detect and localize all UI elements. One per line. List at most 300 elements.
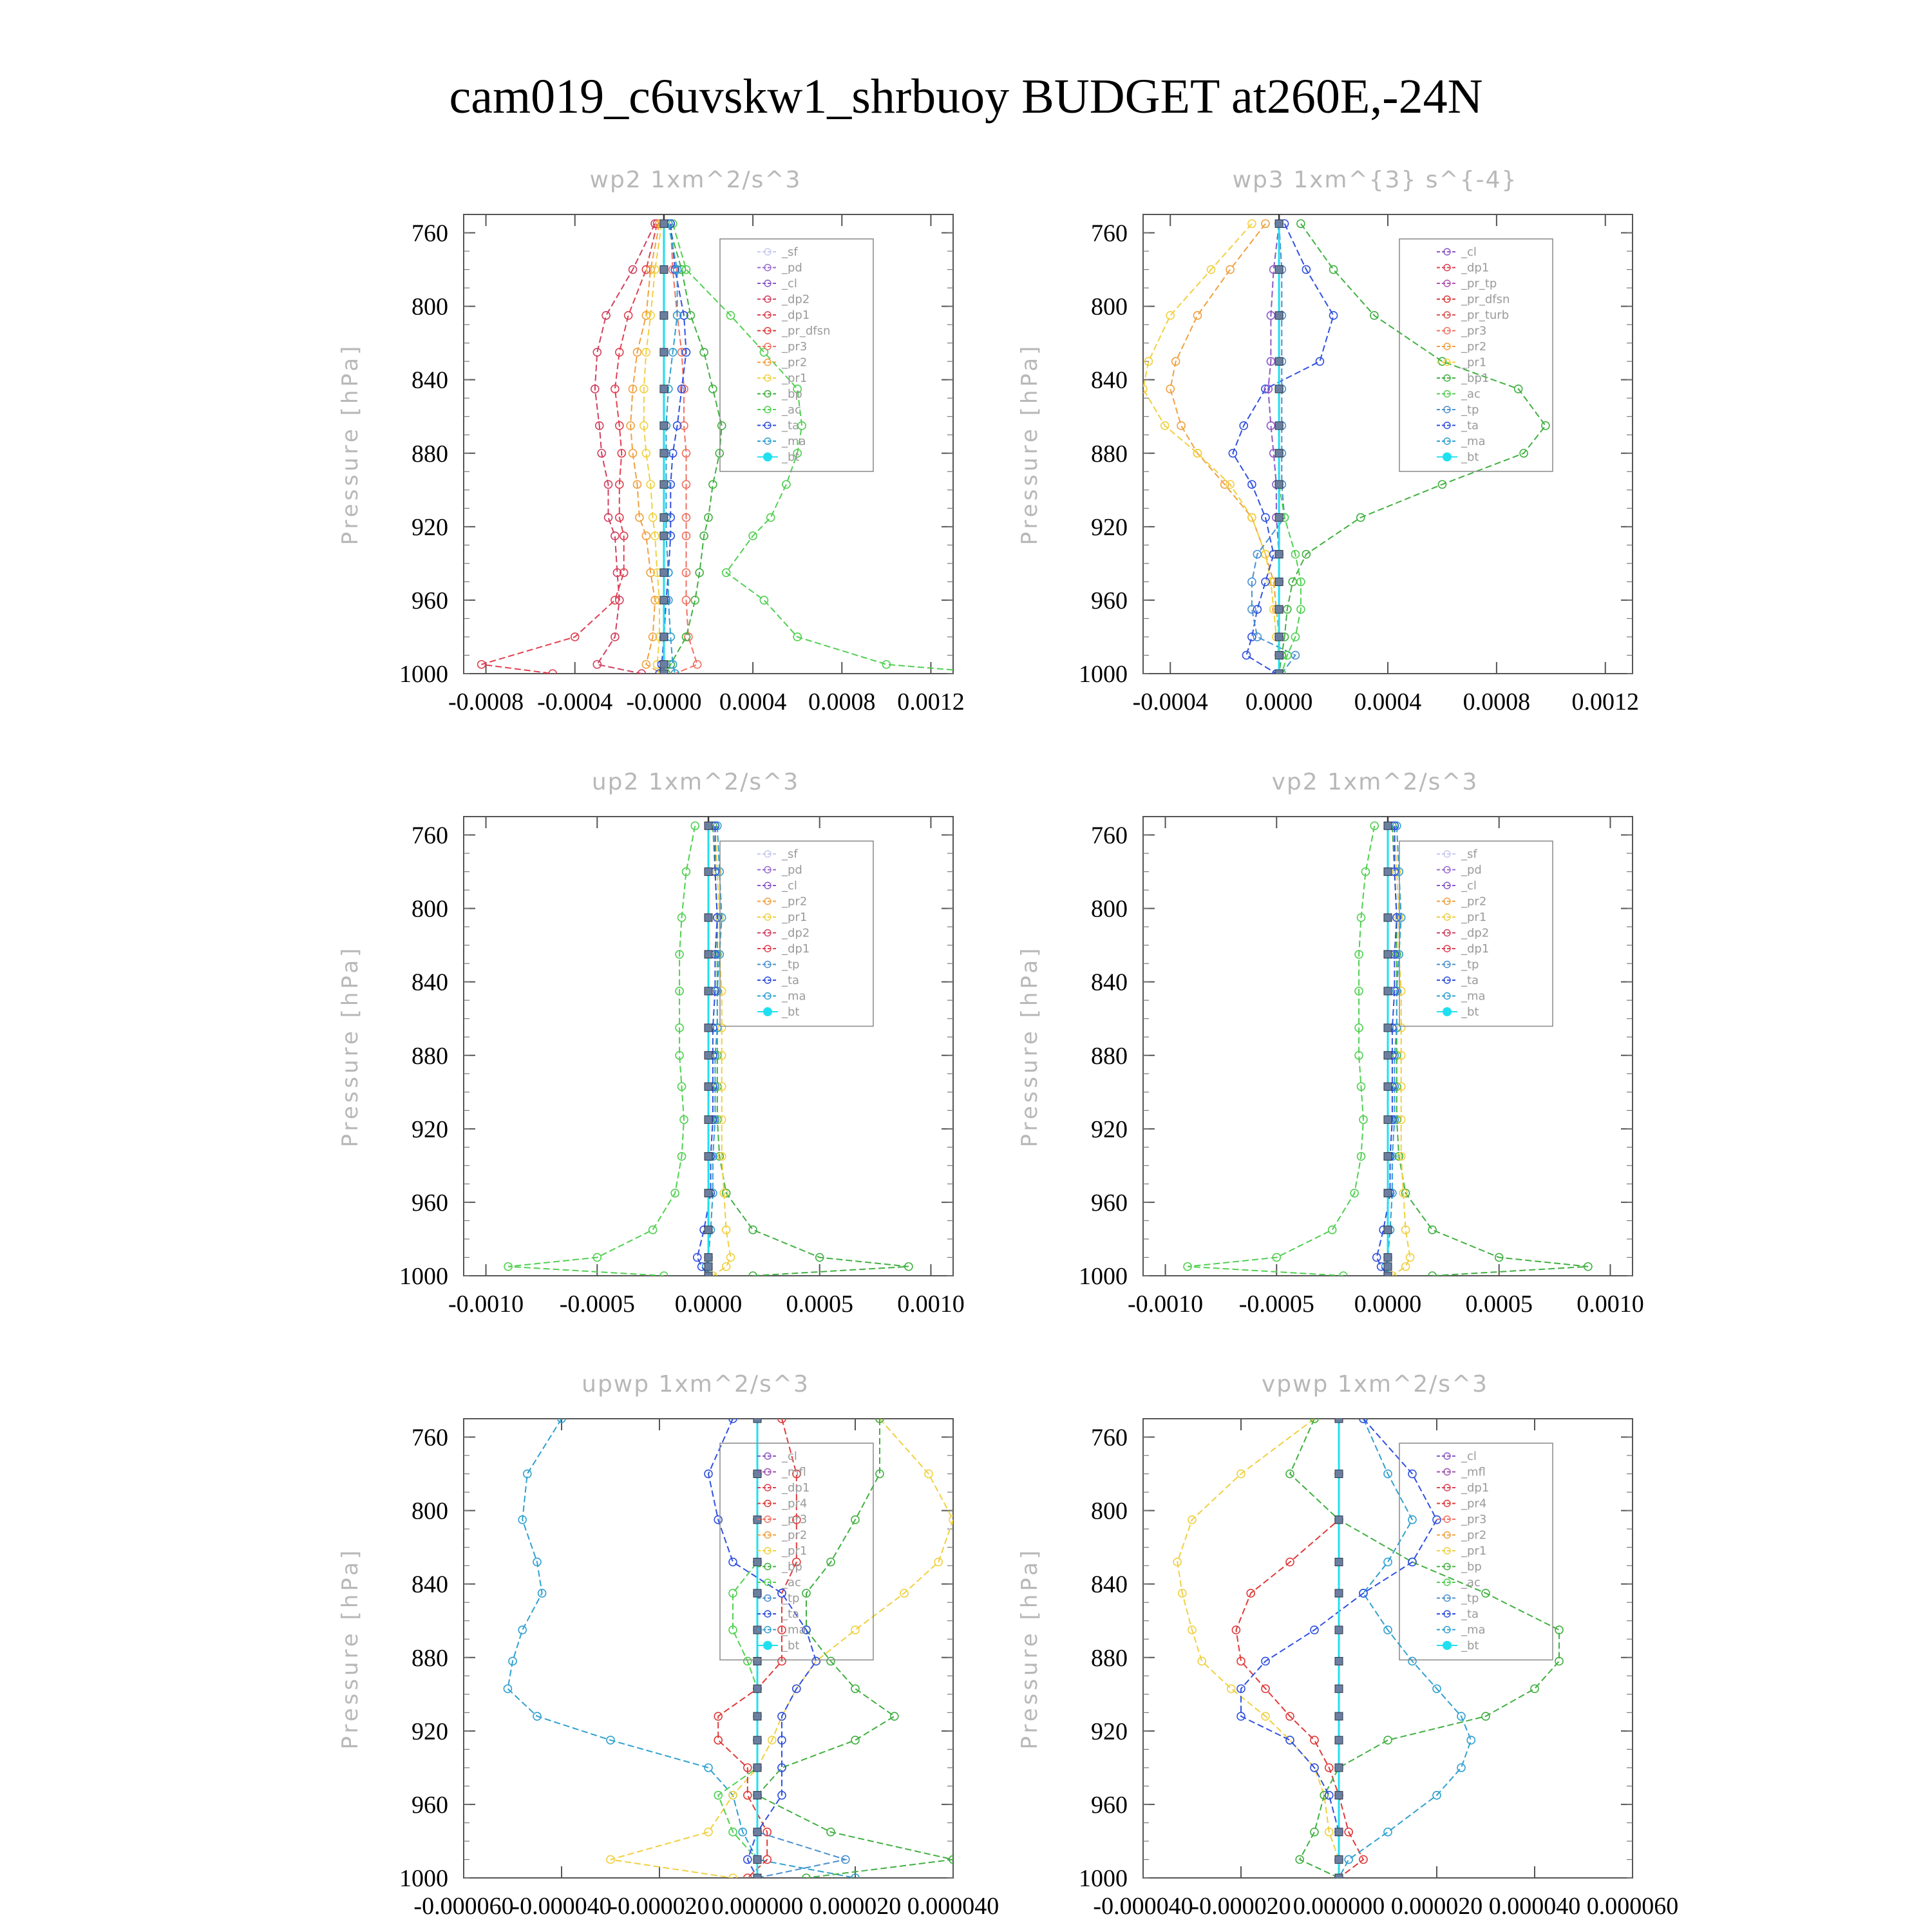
data-point <box>1275 551 1283 558</box>
legend-label: _cl <box>1461 1450 1477 1463</box>
legend-label: _bt <box>782 1639 800 1653</box>
legend-label: _pr4 <box>1461 1497 1487 1511</box>
legend-label: _bt <box>782 1005 800 1019</box>
legend-label: _pr2 <box>782 1528 808 1542</box>
series-line <box>718 1419 757 1878</box>
y-tick-label: 880 <box>412 440 448 468</box>
data-point <box>729 1558 737 1566</box>
data-point <box>705 1024 712 1032</box>
data-point <box>1193 312 1201 319</box>
data-point <box>611 596 619 604</box>
series-line <box>644 223 662 674</box>
panel-title: up2 1xm^2/s^3 <box>591 769 800 795</box>
y-tick-label: 840 <box>1091 969 1128 996</box>
legend-label: _dp1 <box>1461 1481 1490 1495</box>
series-group <box>504 1415 957 1882</box>
y-tick-label: 1000 <box>399 1865 448 1892</box>
legend-label: _ma <box>782 1623 806 1637</box>
data-point <box>1384 1116 1392 1124</box>
data-point <box>1335 1764 1343 1772</box>
legend-label: _ac <box>782 403 801 417</box>
data-point <box>1384 914 1392 922</box>
y-tick-label: 880 <box>412 1042 448 1070</box>
data-point <box>705 1153 712 1160</box>
series-line <box>673 223 998 674</box>
legend-label: _ta <box>782 1607 800 1621</box>
legend-label: _tp <box>1461 958 1479 972</box>
legend-label: _sf <box>1461 848 1477 861</box>
legend-label: _dp1 <box>1461 942 1490 956</box>
y-tick-label: 920 <box>412 513 448 541</box>
legend-label: _cl <box>1461 245 1477 259</box>
data-point <box>1275 357 1283 365</box>
data-point <box>705 1263 712 1271</box>
data-point <box>1335 1712 1343 1720</box>
y-tick-label: 920 <box>1091 1718 1128 1745</box>
x-tick-label: -0.000020 <box>1191 1893 1291 1920</box>
data-point <box>1335 1516 1343 1524</box>
x-tick-label: -0.0010 <box>1127 1291 1204 1318</box>
legend-label: _ma <box>1461 989 1486 1003</box>
x-tick-label: 0.0004 <box>719 688 787 715</box>
y-tick-label: 760 <box>412 822 448 849</box>
legend-label: _pr2 <box>782 895 808 909</box>
legend-marker <box>763 1007 772 1016</box>
legend-label: _dp1 <box>1461 261 1490 275</box>
data-point <box>1428 1226 1436 1234</box>
y-tick-label: 960 <box>1091 587 1128 614</box>
data-point <box>524 1470 531 1478</box>
x-tick-label: -0.0004 <box>537 688 613 715</box>
data-point <box>694 661 701 668</box>
legend-label: _bp1 <box>1461 372 1490 385</box>
data-point <box>660 422 668 430</box>
data-point <box>1330 312 1338 319</box>
x-tick-label: 0.0000 <box>1245 688 1313 715</box>
data-point <box>1384 1253 1392 1261</box>
legend-marker <box>1443 453 1452 462</box>
y-tick-label: 880 <box>412 1644 448 1672</box>
legend-label: _cl <box>782 1450 797 1463</box>
data-point <box>1457 1764 1465 1772</box>
data-point <box>1384 1189 1392 1197</box>
panel-5 <box>1017 1371 1678 1920</box>
legend-label: _pr2 <box>782 355 808 370</box>
y-axis-label: Pressure [hPa] <box>337 945 363 1148</box>
data-point <box>1275 385 1283 393</box>
legend-label: _dp2 <box>782 926 810 940</box>
data-point <box>851 1626 859 1634</box>
legend-label: _cl <box>782 277 797 290</box>
y-tick-label: 920 <box>1091 513 1128 541</box>
data-point <box>753 1470 761 1478</box>
data-point <box>1384 1083 1392 1090</box>
data-point <box>1384 1272 1392 1280</box>
series-line <box>1236 1419 1363 1878</box>
y-tick-label: 960 <box>412 1791 448 1819</box>
legend-label: _pr1 <box>1461 1544 1487 1558</box>
legend-label: _mfl <box>782 1465 806 1479</box>
legend-label: _pd <box>1461 863 1482 877</box>
data-point <box>660 348 668 356</box>
legend-label: _bt <box>1461 450 1479 464</box>
data-point <box>1329 1226 1336 1234</box>
legend-label: _ac <box>782 1576 801 1589</box>
legend-label: _ma <box>1461 435 1486 448</box>
y-tick-label: 1000 <box>399 661 448 688</box>
legend-label: _dp1 <box>782 308 810 322</box>
legend-label: _pr2 <box>1461 1528 1487 1542</box>
x-tick-label: 0.0000 <box>674 1291 743 1318</box>
data-point <box>760 596 768 604</box>
x-tick-label: 0.0008 <box>808 688 876 715</box>
data-point <box>1275 670 1283 677</box>
legend-label: _pr_turb <box>1461 308 1510 322</box>
data-point <box>705 914 712 922</box>
series-line <box>482 223 658 674</box>
data-point <box>705 1083 712 1090</box>
legend-label: _pr2 <box>1461 340 1487 354</box>
x-tick-label: 0.000020 <box>1390 1893 1483 1920</box>
panel-title: vp2 1xm^2/s^3 <box>1271 769 1479 795</box>
y-tick-label: 1000 <box>1079 1865 1128 1892</box>
legend-label: _ta <box>782 419 800 433</box>
data-point <box>1166 385 1174 393</box>
data-point <box>1384 987 1392 995</box>
y-tick-label: 880 <box>1091 440 1128 468</box>
x-tick-label: 0.000040 <box>907 1893 999 1920</box>
panel-title: vpwp 1xm^2/s^3 <box>1261 1371 1489 1397</box>
series-line <box>1279 223 1546 674</box>
y-tick-label: 800 <box>412 1497 448 1525</box>
x-tick-label: -0.0000 <box>626 688 702 715</box>
data-point <box>1198 1657 1206 1665</box>
y-tick-label: 1000 <box>1079 1263 1128 1290</box>
data-point <box>1275 633 1283 641</box>
legend-label: _pr1 <box>782 1544 808 1558</box>
legend-label: _cl <box>782 879 797 893</box>
data-point <box>518 1626 526 1634</box>
data-point <box>660 633 668 641</box>
data-point <box>1275 422 1283 430</box>
y-tick-label: 960 <box>412 587 448 614</box>
x-tick-label: 0.0008 <box>1463 688 1531 715</box>
x-tick-label: 0.0005 <box>786 1291 853 1318</box>
y-tick-label: 1000 <box>399 1263 448 1290</box>
data-point <box>1542 422 1549 430</box>
data-point <box>1335 1415 1343 1423</box>
data-point <box>593 348 601 356</box>
data-point <box>504 1685 511 1692</box>
y-tick-label: 800 <box>1091 895 1128 923</box>
y-tick-label: 760 <box>1091 220 1128 247</box>
data-point <box>1242 651 1250 659</box>
data-point <box>705 987 712 995</box>
data-point <box>660 569 668 576</box>
data-point <box>682 266 690 274</box>
data-point <box>1384 1263 1392 1271</box>
y-tick-label: 840 <box>1091 1571 1128 1598</box>
panel-4 <box>337 1371 999 1920</box>
legend-label: _pr3 <box>782 340 808 354</box>
x-tick-label: -0.0005 <box>1238 1291 1314 1318</box>
x-tick-label: -0.000040 <box>1093 1893 1193 1920</box>
x-tick-label: -0.0004 <box>1132 688 1208 715</box>
series-group <box>1184 822 1592 1280</box>
data-point <box>1311 1828 1318 1836</box>
data-point <box>1335 1828 1343 1836</box>
x-tick-label: -0.0010 <box>448 1291 524 1318</box>
data-point <box>1262 578 1269 585</box>
data-point <box>660 266 668 274</box>
data-point <box>851 1685 859 1692</box>
data-point <box>1384 1828 1392 1836</box>
y-tick-label: 800 <box>1091 1497 1128 1525</box>
data-point <box>1275 220 1283 227</box>
data-point <box>1275 605 1283 613</box>
x-tick-label: -0.000060 <box>413 1893 514 1920</box>
series-line <box>508 826 695 1276</box>
y-tick-label: 840 <box>412 366 448 394</box>
series-line <box>1188 826 1374 1276</box>
x-tick-label: 0.0010 <box>897 1291 965 1318</box>
panel-2 <box>337 769 965 1318</box>
data-point <box>1384 822 1392 829</box>
x-tick-label: -0.000020 <box>609 1893 710 1920</box>
y-axis-label: Pressure [hPa] <box>337 343 363 545</box>
data-point <box>705 1189 712 1197</box>
data-point <box>1384 951 1392 958</box>
data-point <box>753 1736 761 1744</box>
panel-title: wp3 1xm^{3} s^{-4} <box>1232 167 1518 193</box>
series-line <box>1290 1419 1559 1878</box>
x-tick-label: 0.000020 <box>809 1893 902 1920</box>
y-tick-label: 960 <box>1091 1189 1128 1217</box>
data-point <box>642 266 650 274</box>
y-axis-label: Pressure [hPa] <box>337 1547 363 1750</box>
data-point <box>660 220 668 227</box>
x-tick-label: 0.000000 <box>711 1893 804 1920</box>
data-point <box>1335 1657 1343 1665</box>
data-point <box>1330 266 1338 274</box>
legend-label: _tp <box>1461 1591 1479 1605</box>
series-line <box>666 223 721 674</box>
legend-label: _pr3 <box>1461 1513 1487 1526</box>
legend-label: _pr3 <box>782 1513 808 1526</box>
data-point <box>1384 1052 1392 1059</box>
legend-label: _bp <box>782 1560 802 1574</box>
data-point <box>1531 1685 1539 1692</box>
data-point <box>994 670 1001 677</box>
legend-label: _ac <box>1461 387 1481 401</box>
x-tick-label: 0.000060 <box>1586 1893 1679 1920</box>
panel-title: wp2 1xm^2/s^3 <box>589 167 802 193</box>
data-point <box>753 1855 761 1863</box>
legend-label: _pr2 <box>1461 895 1487 909</box>
data-point <box>705 1226 712 1234</box>
legend-label: _sf <box>782 245 798 259</box>
data-point <box>1335 1736 1343 1744</box>
legend-marker <box>1443 1641 1452 1650</box>
data-point <box>723 1263 730 1271</box>
plot-frame <box>464 1419 953 1878</box>
data-point <box>1248 220 1256 227</box>
legend-label: _pr_tp <box>1461 277 1497 290</box>
x-tick-label: 0.0010 <box>1577 1291 1644 1318</box>
data-point <box>851 1736 859 1744</box>
legend-marker <box>1443 1007 1452 1016</box>
data-point <box>1316 357 1323 365</box>
legend-label: _bt <box>1461 1005 1479 1019</box>
legend-label: _bt <box>782 450 800 464</box>
y-tick-label: 880 <box>1091 1042 1128 1070</box>
legend-label: _ta <box>1461 419 1479 433</box>
legend-label: _ta <box>1461 1607 1479 1621</box>
data-point <box>660 596 668 604</box>
legend-label: _pr_dfsn <box>782 324 831 338</box>
x-tick-label: 0.0012 <box>1571 688 1640 715</box>
data-point <box>1335 1558 1343 1566</box>
data-point <box>660 532 668 540</box>
data-point <box>1226 266 1234 274</box>
panels <box>337 167 1678 1920</box>
data-point <box>749 1226 757 1234</box>
data-point <box>1275 578 1283 585</box>
data-point <box>1311 1736 1318 1744</box>
legend-label: _pr4 <box>782 1497 808 1511</box>
series-group <box>1173 1415 1563 1882</box>
legend-label: _tp <box>1461 403 1479 417</box>
data-point <box>1335 1589 1343 1597</box>
series-line <box>1177 1419 1339 1878</box>
data-point <box>782 480 790 488</box>
y-tick-label: 760 <box>1091 822 1128 849</box>
y-tick-label: 1000 <box>1079 661 1128 688</box>
x-tick-label: 0.0012 <box>897 688 965 715</box>
data-point <box>649 1226 657 1234</box>
series-group <box>504 822 913 1280</box>
data-point <box>753 1589 761 1597</box>
data-point <box>705 1052 712 1059</box>
data-point <box>1177 422 1185 430</box>
y-tick-label: 880 <box>1091 1644 1128 1672</box>
data-point <box>660 312 668 319</box>
figure-title: cam019_c6uvskw1_shrbuoy BUDGET at260E,-24N <box>449 70 1483 124</box>
data-point <box>753 1685 761 1692</box>
data-point <box>705 822 712 829</box>
series-line <box>666 223 677 674</box>
data-point <box>1275 651 1283 659</box>
y-tick-label: 800 <box>1091 293 1128 321</box>
data-point <box>705 868 712 876</box>
series-line <box>1170 223 1279 674</box>
legend-label: _mfl <box>1461 1465 1486 1479</box>
data-point <box>1227 1685 1235 1692</box>
x-tick-label: 0.000000 <box>1293 1893 1385 1920</box>
data-point <box>660 450 668 457</box>
data-point <box>1555 1626 1563 1634</box>
data-point <box>1325 1792 1333 1799</box>
data-point <box>753 1712 761 1720</box>
y-tick-label: 800 <box>412 895 448 923</box>
legend-label: _pr_dfsn <box>1461 292 1510 307</box>
data-point <box>705 1828 712 1836</box>
data-point <box>705 1116 712 1124</box>
data-point <box>1384 1226 1392 1234</box>
data-point <box>1335 1792 1343 1799</box>
legend-label: _ta <box>1461 974 1479 987</box>
data-point <box>660 661 668 668</box>
legend-label: _sf <box>782 848 798 861</box>
plot-frame <box>1143 214 1633 674</box>
data-point <box>1275 312 1283 319</box>
data-point <box>1275 514 1283 522</box>
legend-label: _pd <box>782 261 802 275</box>
data-point <box>753 1792 761 1799</box>
data-point <box>891 1712 898 1720</box>
data-point <box>1384 1558 1392 1566</box>
legend-label: _pd <box>782 863 802 877</box>
legend-label: _pr1 <box>1461 911 1487 924</box>
x-tick-label: 0.000040 <box>1488 1893 1581 1920</box>
series-group <box>478 220 1001 677</box>
y-tick-label: 840 <box>412 969 448 996</box>
x-tick-label: -0.000040 <box>511 1893 612 1920</box>
legend-marker <box>763 453 772 462</box>
x-tick-label: -0.0008 <box>448 688 524 715</box>
data-point <box>1467 1736 1475 1744</box>
legend-label: _pr3 <box>1461 324 1487 338</box>
data-point <box>1335 1626 1343 1634</box>
data-point <box>1402 1263 1410 1271</box>
data-point <box>660 480 668 488</box>
data-point <box>705 1272 712 1280</box>
data-point <box>1262 220 1269 227</box>
legend-label: _ac <box>1461 1576 1481 1589</box>
y-tick-label: 960 <box>412 1189 448 1217</box>
data-point <box>1297 220 1305 227</box>
legend-label: _tp <box>782 958 800 972</box>
legend-label: _ma <box>782 435 806 448</box>
series-line <box>1339 1419 1471 1878</box>
y-tick-label: 760 <box>412 220 448 247</box>
y-axis-label: Pressure [hPa] <box>1017 1547 1043 1750</box>
series-line <box>713 826 909 1276</box>
legend-label: _dp2 <box>1461 926 1490 940</box>
data-point <box>1275 450 1283 457</box>
y-tick-label: 920 <box>1091 1115 1128 1143</box>
x-tick-label: 0.0004 <box>1354 688 1422 715</box>
panel-3 <box>1017 769 1644 1318</box>
data-point <box>753 1764 761 1772</box>
data-point <box>660 670 668 677</box>
data-point <box>705 1253 712 1261</box>
y-tick-label: 920 <box>412 1115 448 1143</box>
data-point <box>1275 266 1283 274</box>
data-point <box>660 385 668 393</box>
legend-label: _pr1 <box>782 911 808 924</box>
series-line <box>697 826 717 1276</box>
legend-label: _bp <box>782 387 802 401</box>
data-point <box>1335 1470 1343 1478</box>
legend-label: _bp <box>1461 1560 1482 1574</box>
y-tick-label: 960 <box>1091 1791 1128 1819</box>
y-tick-label: 760 <box>1091 1424 1128 1452</box>
data-point <box>753 1558 761 1566</box>
data-point <box>1345 1855 1352 1863</box>
panel-0 <box>337 167 1001 715</box>
y-tick-label: 920 <box>412 1718 448 1745</box>
